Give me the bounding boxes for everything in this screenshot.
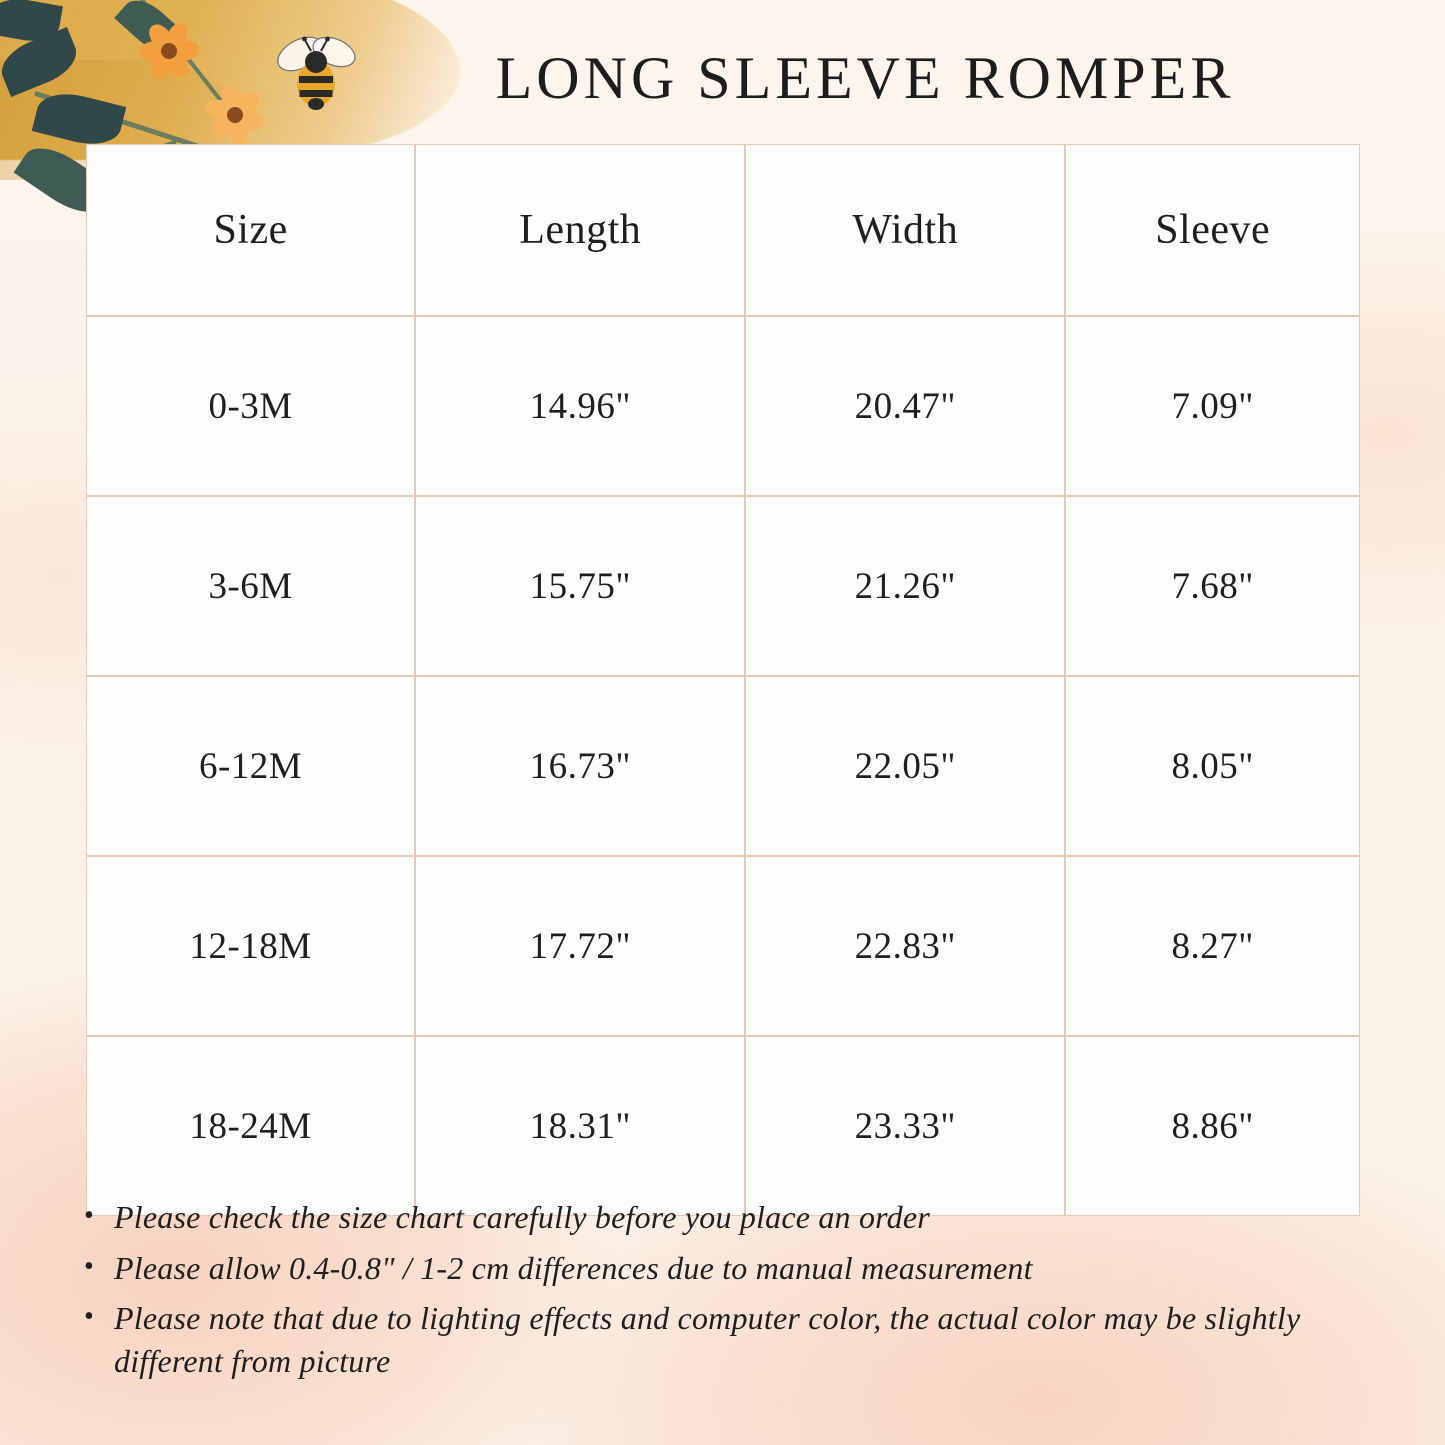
column-header-length: Length (415, 144, 745, 316)
cell-size: 6-12M (86, 676, 415, 856)
cell-width: 21.26" (745, 496, 1065, 676)
table-row (86, 496, 1360, 676)
cell-size: 3-6M (86, 496, 415, 676)
bullet-icon: • (84, 1301, 95, 1333)
table-row (86, 316, 1360, 496)
cell-sleeve: 8.27" (1065, 856, 1360, 1036)
note-text: Please allow 0.4-0.8" / 1-2 cm differences due to manual measurement (114, 1249, 1033, 1286)
cell-sleeve: 7.09" (1065, 316, 1360, 496)
column-header-sleeve: Sleeve (1065, 144, 1360, 316)
cell-width: 22.05" (745, 676, 1065, 856)
list-item (84, 1297, 1384, 1382)
cell-length: 17.72" (415, 856, 745, 1036)
cell-size: 12-18M (86, 856, 415, 1036)
cell-sleeve: 8.86" (1065, 1036, 1360, 1216)
note-text: Please note that due to lighting effects and computer color, the actual color may be slightly different from picture (114, 1300, 1301, 1379)
list-item (84, 1196, 1384, 1239)
cell-length: 15.75" (415, 496, 745, 676)
cell-width: 20.47" (745, 316, 1065, 496)
table-row (86, 856, 1360, 1036)
page-title: LONG SLEEVE ROMPER (495, 45, 1235, 111)
table-row (86, 1036, 1360, 1216)
note-text: Please check the size chart carefully before you place an order (114, 1199, 930, 1235)
table-row (86, 676, 1360, 856)
flower-icon-2 (198, 78, 272, 152)
cell-length: 14.96" (415, 316, 745, 496)
cell-sleeve: 8.05" (1065, 676, 1360, 856)
cell-length: 16.73" (415, 676, 745, 856)
cell-width: 23.33" (745, 1036, 1065, 1216)
cell-size: 0-3M (86, 316, 415, 496)
flower-icon-1 (132, 14, 206, 88)
cell-sleeve: 7.68" (1065, 496, 1360, 676)
size-chart-table (86, 144, 1360, 1216)
cell-length: 18.31" (415, 1036, 745, 1216)
column-header-size: Size (86, 144, 415, 316)
notes-list (84, 1196, 1384, 1390)
list-item (84, 1247, 1384, 1290)
cell-width: 22.83" (745, 856, 1065, 1036)
cell-size: 18-24M (86, 1036, 415, 1216)
column-header-width: Width (745, 144, 1065, 316)
table-header-row (86, 144, 1360, 316)
bullet-icon: • (84, 1200, 95, 1231)
bee-icon (270, 28, 362, 114)
bullet-icon: • (84, 1250, 95, 1282)
